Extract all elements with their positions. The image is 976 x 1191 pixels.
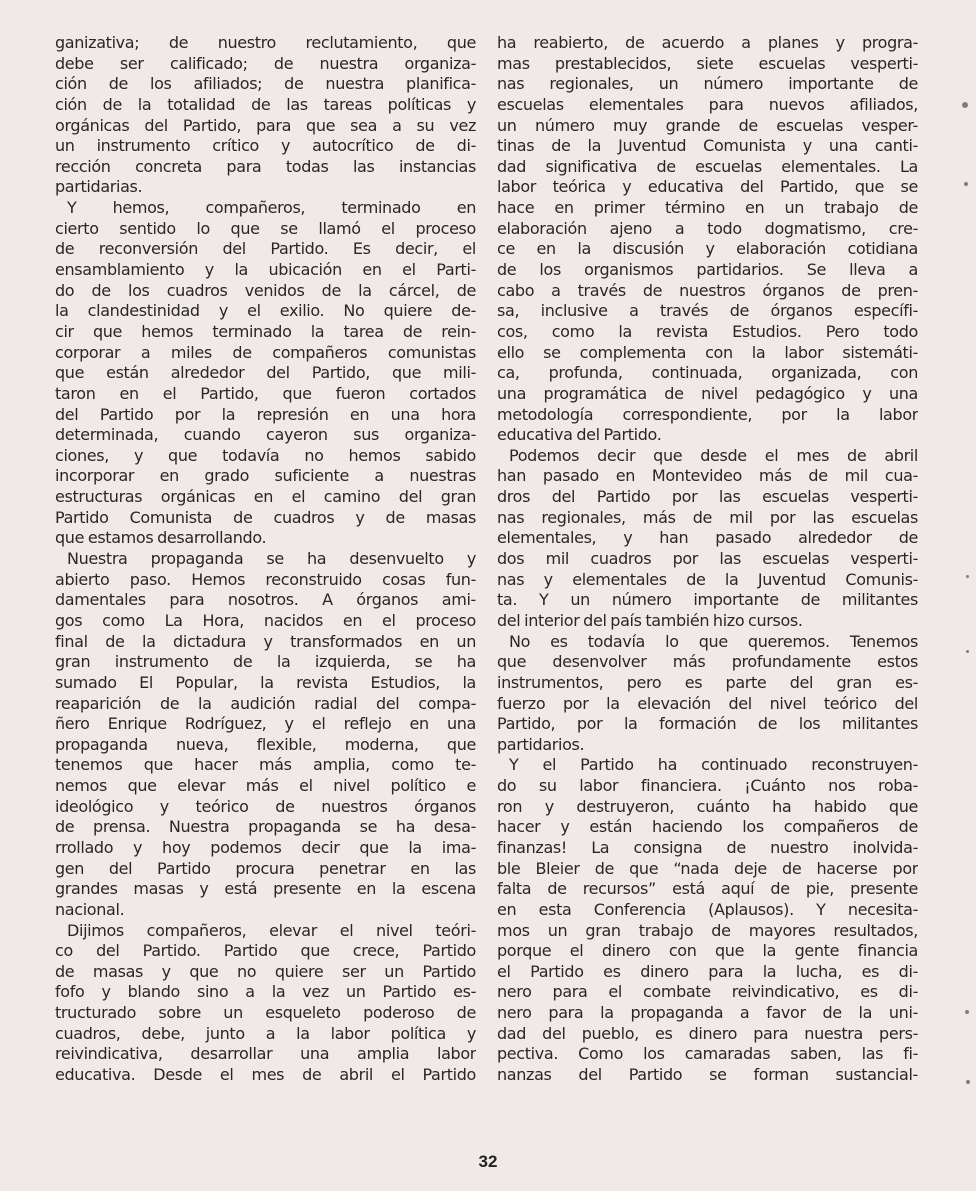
text-line: nas regionales, más de mil por las escuelas [497,507,918,527]
text-line: cir que hemos terminado la tarea de rein- [55,321,476,341]
text-line: determinada, cuando cayeron sus organiza- [55,425,476,445]
text-line: el Partido es dinero para la lucha, es di- [497,961,918,981]
text-line: dad significativa de escuelas elementales. La [497,156,918,176]
text-line: del Partido por la represión en una hora [55,404,476,424]
text-line: tenemos que hacer más amplia, como te- [55,755,476,775]
text-line: grandes masas y está presente en la escena [55,879,476,899]
text-line: nero para el combate reivindicativo, es di- [497,982,918,1002]
text-line: del interior del país también hizo cursos. [497,610,803,630]
text-line: que estamos desarrollando. [55,528,267,548]
text-line: taron en el Partido, que fueron cortados [55,383,476,403]
text-line: partidarios. [497,734,585,754]
text-line: instrumentos, pero es parte del gran es- [497,672,918,692]
text-line: nas regionales, un número importante de [497,74,918,94]
text-line: ñero Enrique Rodríguez, y el reflejo en una [55,714,476,734]
text-line: ello se complementa con la labor sistemáti- [497,342,918,362]
text-line: damentales para nosotros. A órganos ami- [55,590,476,610]
text-line: nero para la propaganda a favor de la uni- [497,1003,918,1023]
text-line: de masas y que no quiere ser un Partido [55,961,476,981]
text-line: cuadros, debe, junto a la labor política y [55,1023,476,1043]
text-line: cierto sentido lo que se llamó el proceso [55,218,476,238]
text-line: ción de los afiliados; de nuestra planifica- [55,74,476,94]
text-line: do de los cuadros venidos de la cárcel, de [55,280,476,300]
text-line: Partido Comunista de cuadros y de masas [55,507,476,527]
scan-speck [962,102,968,108]
text-line: do su labor financiera. ¡Cuánto nos roba- [497,776,918,796]
text-line: reivindicativa, desarrollar una amplia labor [55,1044,476,1064]
text-line: hacer y están haciendo los compañeros de [497,817,918,837]
text-line: un instrumento crítico y autocrítico de di- [55,136,476,156]
text-line: ron y destruyeron, cuánto ha habido que [497,796,918,816]
text-line: Y el Partido ha continuado reconstruyen- [509,755,918,775]
text-line: Podemos decir que desde el mes de abril [509,445,918,465]
text-line: dros del Partido por las escuelas vesperti- [497,487,918,507]
text-line: nacional. [55,899,125,919]
text-line: abierto paso. Hemos reconstruido cosas fun- [55,569,476,589]
text-line: una programática de nivel pedagógico y una [497,383,918,403]
text-line: sa, inclusive a través de órganos específi- [497,301,918,321]
text-line: dad del pueblo, es dinero para nuestra pers- [497,1023,918,1043]
text-line: han pasado en Montevideo más de mil cua- [497,466,918,486]
text-line: escuelas elementales para nuevos afiliados, [497,94,918,114]
text-line: ción de la totalidad de las tareas políticas y [55,94,476,114]
text-line: sumado El Popular, la revista Estudios, la [55,672,476,692]
text-line: mos un gran trabajo de mayores resultados, [497,920,918,940]
text-line: ensamblamiento y la ubicación en el Parti- [55,260,476,280]
scan-speck [965,1010,969,1014]
text-line: rección concreta para todas las instancias [55,156,476,176]
text-line: co del Partido. Partido que crece, Partido [55,941,476,961]
text-line: pectiva. Como los camaradas saben, las fi- [497,1044,918,1064]
text-line: ideológico y teórico de nuestros órganos [55,796,476,816]
text-line: Y hemos, compañeros, terminado en [67,198,476,218]
text-line: propaganda nueva, flexible, moderna, que [55,734,476,754]
text-line: partidarias. [55,177,143,197]
text-line: elaboración ajeno a todo dogmatismo, cre- [497,218,918,238]
text-line: un número muy grande de escuelas vesper- [497,115,918,135]
text-line: de los organismos partidarios. Se lleva a [497,260,918,280]
text-line: ganizativa; de nuestro reclutamiento, que [55,33,476,52]
text-line: ta. Y un número importante de militantes [497,590,918,610]
text-line: Nuestra propaganda se ha desenvuelto y [67,549,476,569]
text-line: ble Bleier de que “nada deje de hacerse por [497,858,918,878]
scan-speck [966,575,969,578]
text-line: de prensa. Nuestra propaganda se ha desa- [55,817,476,837]
text-line: ca, profunda, continuada, organizada, con [497,363,918,383]
text-line: ce en la discusión y elaboración cotidiana [497,239,918,259]
text-line: mas prestablecidos, siete escuelas vesperti- [497,53,918,73]
text-line: nanzas del Partido se forman sustancial- [497,1065,918,1085]
text-line: corporar a miles de compañeros comunistas [55,342,476,362]
text-line: labor teórica y educativa del Partido, que se [497,177,918,197]
text-line: educativa. Desde el mes de abril el Partido [55,1065,476,1085]
text-line: metodología correspondiente, por la labor [497,404,918,424]
text-line: elementales, y han pasado alrededor de [497,528,918,548]
scan-speck [966,650,969,653]
text-line: No es todavía lo que queremos. Tenemos [509,631,918,651]
text-line: hace en primer término en un trabajo de [497,198,918,218]
page-number: 32 [478,1152,498,1171]
text-line: estructuras orgánicas en el camino del gran [55,487,476,507]
text-line: incorporar en grado suficiente a nuestras [55,466,476,486]
text-line: final de la dictadura y transformados en un [55,631,476,651]
text-line: Dijimos compañeros, elevar el nivel teóri- [67,920,476,940]
text-line: fuerzo por la elevación del nivel teórico del [497,693,918,713]
text-line: que desenvolver más profundamente estos [497,652,918,672]
text-line: rrollado y hoy podemos decir que la ima- [55,837,476,857]
text-line: nas y elementales de la Juventud Comunis- [497,569,918,589]
text-line: que están alrededor del Partido, que mili- [55,363,476,383]
text-line: de reconversión del Partido. Es decir, el [55,239,476,259]
text-line: debe ser calificado; de nuestra organiza- [55,53,476,73]
text-line: cos, como la revista Estudios. Pero todo [497,321,918,341]
text-line: orgánicas del Partido, para que sea a su vez [55,115,476,135]
text-line: reaparición de la audición radial del compa- [55,693,476,713]
text-line: Partido, por la formación de los militantes [497,714,918,734]
text-line: porque el dinero con que la gente financia [497,941,918,961]
text-column-left [55,33,476,1086]
text-line: ciones, y que todavía no hemos sabido [55,445,476,465]
text-line: gos como La Hora, nacidos en el proceso [55,610,476,630]
text-line: educativa del Partido. [497,425,662,445]
text-line: tinas de la Juventud Comunista y una canti- [497,136,918,156]
text-line: cabo a través de nuestros órganos de pren- [497,280,918,300]
text-column-right [497,33,918,1086]
text-line: la clandestinidad y el exilio. No quiere de- [55,301,476,321]
text-line: dos mil cuadros por las escuelas vesperti- [497,549,918,569]
text-line: gran instrumento de la izquierda, se ha [55,652,476,672]
text-line: fofo y blando sino a la vez un Partido es- [55,982,476,1002]
text-line: tructurado sobre un esqueleto poderoso de [55,1003,476,1023]
scan-speck [966,1080,970,1084]
scan-speck [964,182,968,186]
text-line: finanzas! La consigna de nuestro inolvida- [497,837,918,857]
text-line: en esta Conferencia (Aplausos). Y necesita- [497,899,918,919]
text-line: nemos que elevar más el nivel político e [55,776,476,796]
text-line: gen del Partido procura penetrar en las [55,858,476,878]
text-line: ha reabierto, de acuerdo a planes y progra- [497,33,918,52]
text-line: falta de recursos” está aquí de pie, presente [497,879,918,899]
